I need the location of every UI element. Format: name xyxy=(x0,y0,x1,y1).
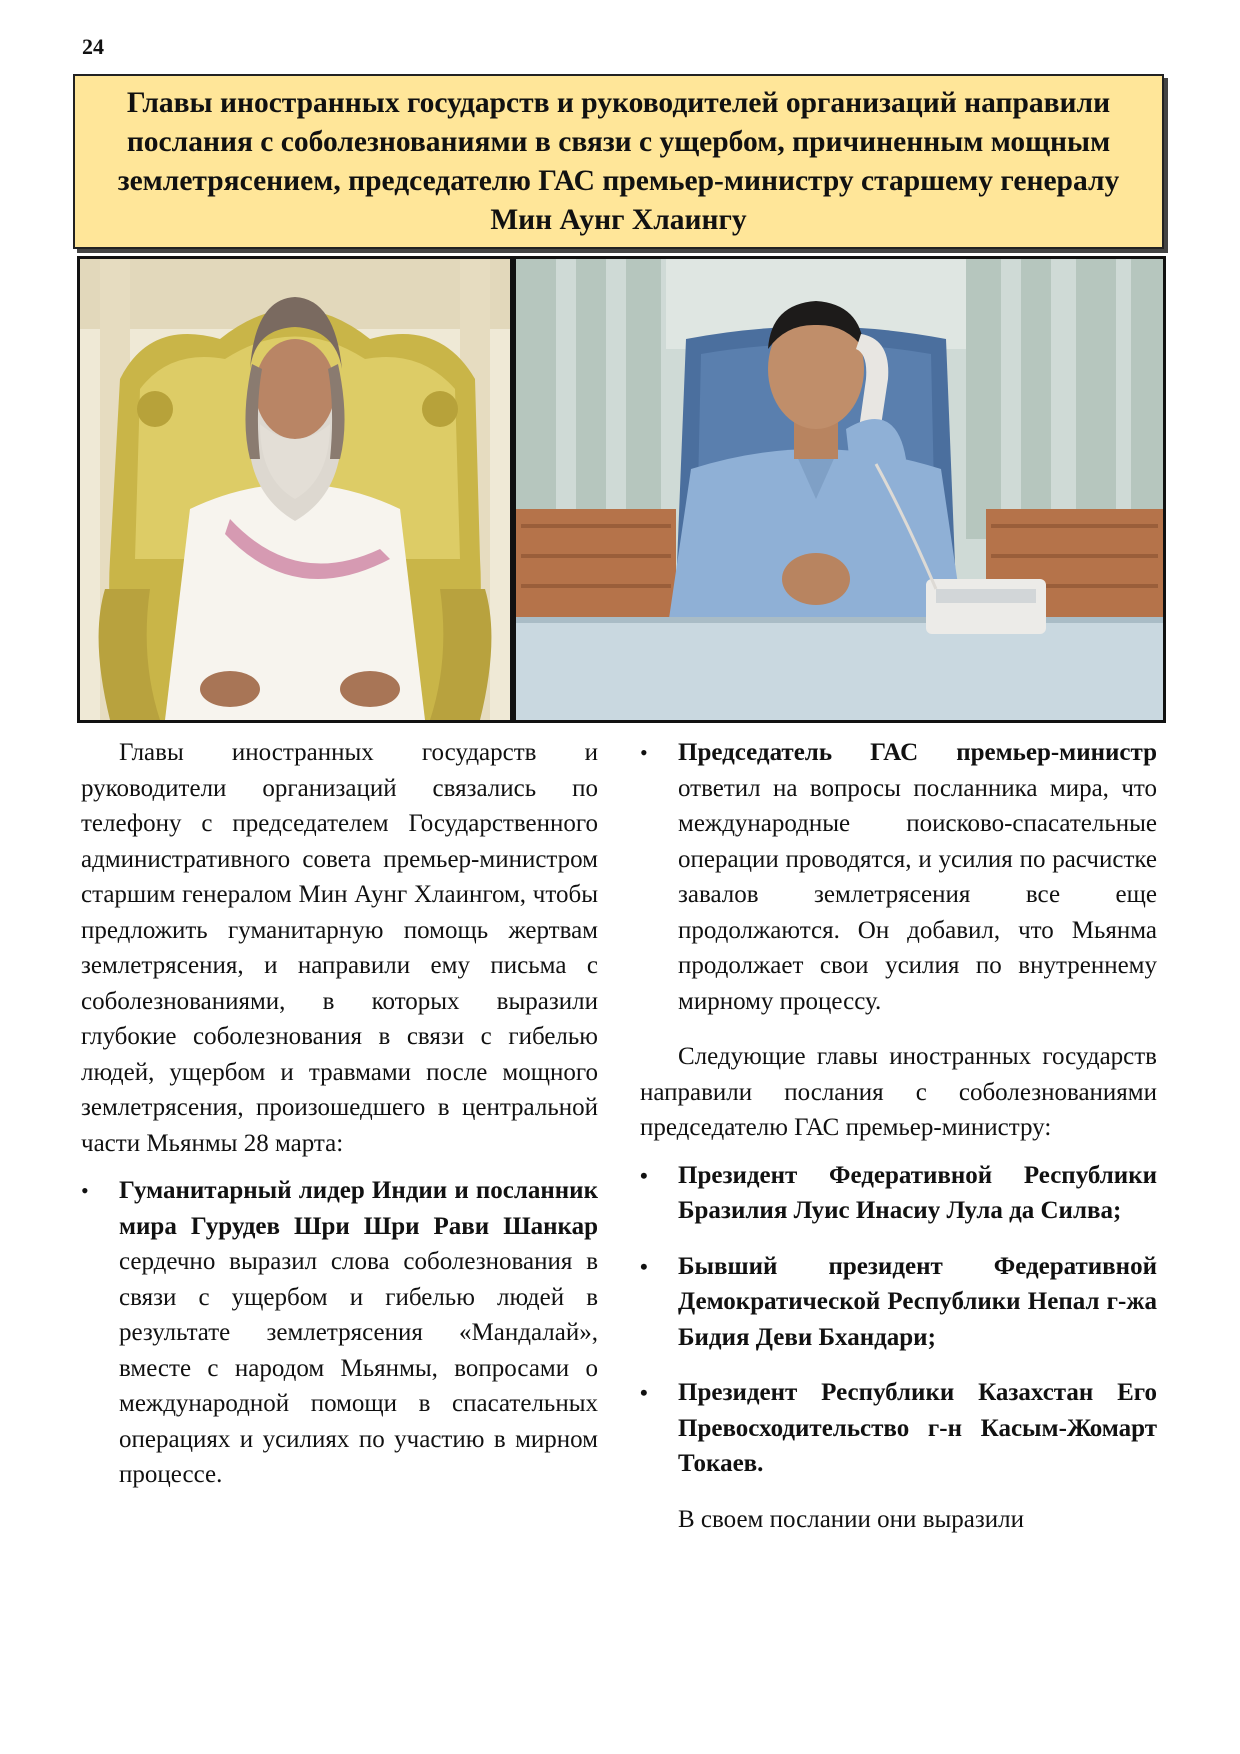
bullet-bold-lead: Председатель ГАС премьер-министр xyxy=(678,739,1157,766)
photo-spiritual-leader-illustration xyxy=(80,259,510,720)
bullet-icon: • xyxy=(640,1253,648,1279)
bullet-item-brazil xyxy=(640,1158,1157,1229)
headline-box: Главы иностранных государств и руководителей организаций направили послания с соболезнованиями в связи с ущербом, причиненным мощным землетрясением, председателю ГАС премьер-министру старшему генералу Мин Аунг Хлаингу xyxy=(73,74,1164,249)
leader-name: Бывший президент Федеративной Демократической Республики Непал г-жа Бидия Деви Бхандари; xyxy=(678,1252,1157,1351)
photo-official-on-phone xyxy=(516,259,1163,720)
bullet-item-gurudev xyxy=(81,1173,598,1493)
bullet-icon: • xyxy=(81,1178,89,1203)
photo-spiritual-leader xyxy=(80,259,510,720)
bullet-text: сердечно выразил слова соболезнования в связи с ущербом и гибелью людей в результате землетрясения «Мандалай», вместе с народом Мьянмы, вопросами о международной помощи в спасательных операциях и усилиях по участию в мирном процессе. xyxy=(119,1248,598,1488)
bullet-icon: • xyxy=(640,1162,648,1188)
right-column xyxy=(640,735,1157,1549)
bullet-item-reply xyxy=(640,735,1157,1019)
leader-name: Президент Федеративной Республики Бразилия Луис Инасиу Лула да Силва; xyxy=(678,1161,1157,1224)
bullet-list-reply xyxy=(640,735,1157,1019)
leader-name: Президент Республики Казахстан Его Превосходительство г-н Касым-Жомарт Токаев. xyxy=(678,1379,1157,1477)
bullet-icon: • xyxy=(640,1380,648,1405)
closing-paragraph: В своем послании они выразили xyxy=(678,1505,1024,1533)
bullet-text: ответил на вопросы посланника мира, что международные поисково-спасательные операции проводятся, и усилия по расчистке завалов землетрясения все еще продолжаются. Он добавил, что Мьянма продолжает свои усилия по внутреннему мирному процессу. xyxy=(678,774,1157,1015)
left-column xyxy=(81,735,598,1513)
bullet-icon: • xyxy=(640,740,648,765)
intro-paragraph: Главы иностранных государств и руководители организаций связались по телефону с председателем Государственного административного совета премьер-министром старшим генералом Мин Аунг Хлаингом, чтобы предложить гуманитарную помощь жертвам землетрясения, и направили ему письма с соболезнованиями, в которых выразили глубокие соболезнования в связи с гибелью людей, ущербом и травмами после мощного землетрясения, произошедшего в центральной части Мьянмы 28 марта: xyxy=(81,739,598,1157)
bullet-item-kazakhstan xyxy=(640,1375,1157,1482)
bullet-bold-lead: Гуманитарный лидер Индии и посланник мира Гурудев Шри Шри Рави Шанкар xyxy=(119,1177,598,1240)
photo-frame xyxy=(77,256,1166,723)
leaders-intro-paragraph: Следующие главы иностранных государств направили послания с соболезнованиями председателю ГАС премьер-министру: xyxy=(640,1043,1157,1141)
photo-official-on-phone-illustration xyxy=(516,259,1163,720)
bullet-item-nepal xyxy=(640,1249,1157,1356)
bullet-list-leaders xyxy=(640,1158,1157,1482)
page-number: 24 xyxy=(82,34,104,59)
bullet-list-left xyxy=(81,1173,598,1493)
